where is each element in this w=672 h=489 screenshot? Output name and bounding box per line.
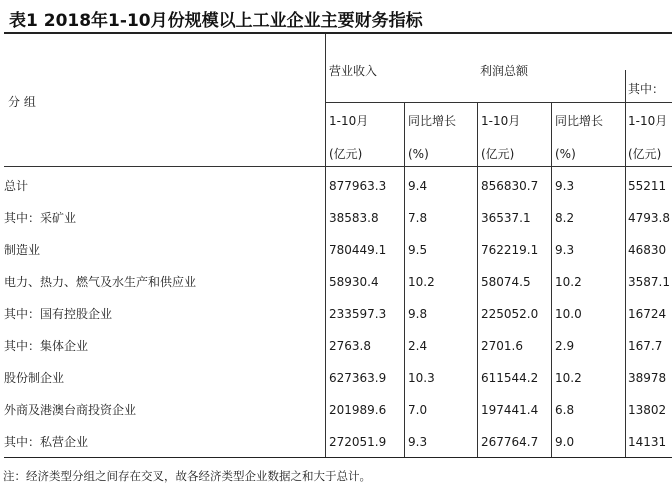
col-divider xyxy=(325,34,326,457)
revenue-header: 营业收入 xyxy=(329,64,378,78)
group-header: 分 组 xyxy=(8,95,36,109)
profit-value: 762219.1 xyxy=(481,243,539,257)
rev-period-header: 1-10月 xyxy=(329,114,369,128)
col-divider xyxy=(404,102,405,457)
revenue-yoy: 9.3 xyxy=(408,435,428,449)
other-value: 167.7 xyxy=(628,339,663,353)
revenue-value: 877963.3 xyxy=(329,179,387,193)
profit-yoy: 10.0 xyxy=(555,307,582,321)
rev-yoy-header: 同比增长 xyxy=(408,114,457,128)
other-value: 55211 xyxy=(628,179,667,193)
profit-yoy-unit-header: (%) xyxy=(555,147,576,161)
other-value: 16724 xyxy=(628,307,667,321)
row-label: 其中：采矿业 xyxy=(4,211,77,225)
profit-yoy: 10.2 xyxy=(555,275,582,289)
other-value: 14131 xyxy=(628,435,667,449)
rev-unit-header: (亿元) xyxy=(329,147,363,161)
row-label: 电力、热力、燃气及水生产和供应业 xyxy=(4,275,197,289)
revenue-value: 272051.9 xyxy=(329,435,387,449)
revenue-value: 38583.8 xyxy=(329,211,379,225)
table-title: 表1 2018年1-10月份规模以上工业企业主要财务指标 xyxy=(9,11,423,31)
profit-value: 856830.7 xyxy=(481,179,539,193)
revenue-yoy: 9.5 xyxy=(408,243,428,257)
revenue-value: 627363.9 xyxy=(329,371,387,385)
other-value: 13802 xyxy=(628,403,667,417)
row-label: 其中：国有控股企业 xyxy=(4,307,113,321)
revenue-yoy: 10.3 xyxy=(408,371,435,385)
other-unit-header: (亿元) xyxy=(628,147,662,161)
profit-value: 36537.1 xyxy=(481,211,531,225)
col-divider xyxy=(477,102,478,457)
profit-period-header: 1-10月 xyxy=(481,114,521,128)
row-label: 其中：私营企业 xyxy=(4,435,89,449)
rev-yoy-unit-header: (%) xyxy=(408,147,429,161)
revenue-yoy: 7.8 xyxy=(408,211,428,225)
profit-value: 197441.4 xyxy=(481,403,539,417)
other-value: 46830 xyxy=(628,243,667,257)
other-header: 其中： xyxy=(628,82,665,96)
other-value: 3587.1 xyxy=(628,275,670,289)
profit-yoy: 8.2 xyxy=(555,211,575,225)
profit-header: 利润总额 xyxy=(480,64,529,78)
other-value: 38978 xyxy=(628,371,667,385)
header-bottom-rule xyxy=(4,166,672,167)
revenue-value: 2763.8 xyxy=(329,339,371,353)
col-divider xyxy=(625,70,626,457)
profit-value: 611544.2 xyxy=(481,371,539,385)
row-label: 外商及港澳台商投资企业 xyxy=(4,403,137,417)
profit-yoy: 9.3 xyxy=(555,243,575,257)
profit-value: 2701.6 xyxy=(481,339,523,353)
revenue-value: 780449.1 xyxy=(329,243,387,257)
revenue-value: 233597.3 xyxy=(329,307,387,321)
col-divider xyxy=(551,102,552,457)
profit-yoy-header: 同比增长 xyxy=(555,114,604,128)
profit-yoy: 9.3 xyxy=(555,179,575,193)
row-label: 制造业 xyxy=(4,243,41,257)
revenue-yoy: 9.4 xyxy=(408,179,428,193)
other-period-header: 1-10月 xyxy=(628,114,668,128)
profit-yoy: 6.8 xyxy=(555,403,575,417)
profit-unit-header: (亿元) xyxy=(481,147,515,161)
other-value: 4793.8 xyxy=(628,211,670,225)
revenue-yoy: 2.4 xyxy=(408,339,428,353)
subheader-rule xyxy=(326,102,672,103)
revenue-value: 201989.6 xyxy=(329,403,387,417)
profit-value: 225052.0 xyxy=(481,307,539,321)
row-label: 其中：集体企业 xyxy=(4,339,89,353)
row-label: 股份制企业 xyxy=(4,371,65,385)
revenue-yoy: 10.2 xyxy=(408,275,435,289)
table-bottom-rule xyxy=(4,457,672,458)
footnote: 注：经济类型分组之间存在交叉，故各经济类型企业数据之和大于总计。 xyxy=(3,469,371,483)
profit-value: 267764.7 xyxy=(481,435,539,449)
profit-yoy: 2.9 xyxy=(555,339,575,353)
revenue-yoy: 7.0 xyxy=(408,403,428,417)
profit-yoy: 10.2 xyxy=(555,371,582,385)
profit-value: 58074.5 xyxy=(481,275,531,289)
table-top-rule xyxy=(4,32,672,34)
row-label: 总计 xyxy=(4,179,29,193)
revenue-yoy: 9.8 xyxy=(408,307,428,321)
revenue-value: 58930.4 xyxy=(329,275,379,289)
profit-yoy: 9.0 xyxy=(555,435,575,449)
